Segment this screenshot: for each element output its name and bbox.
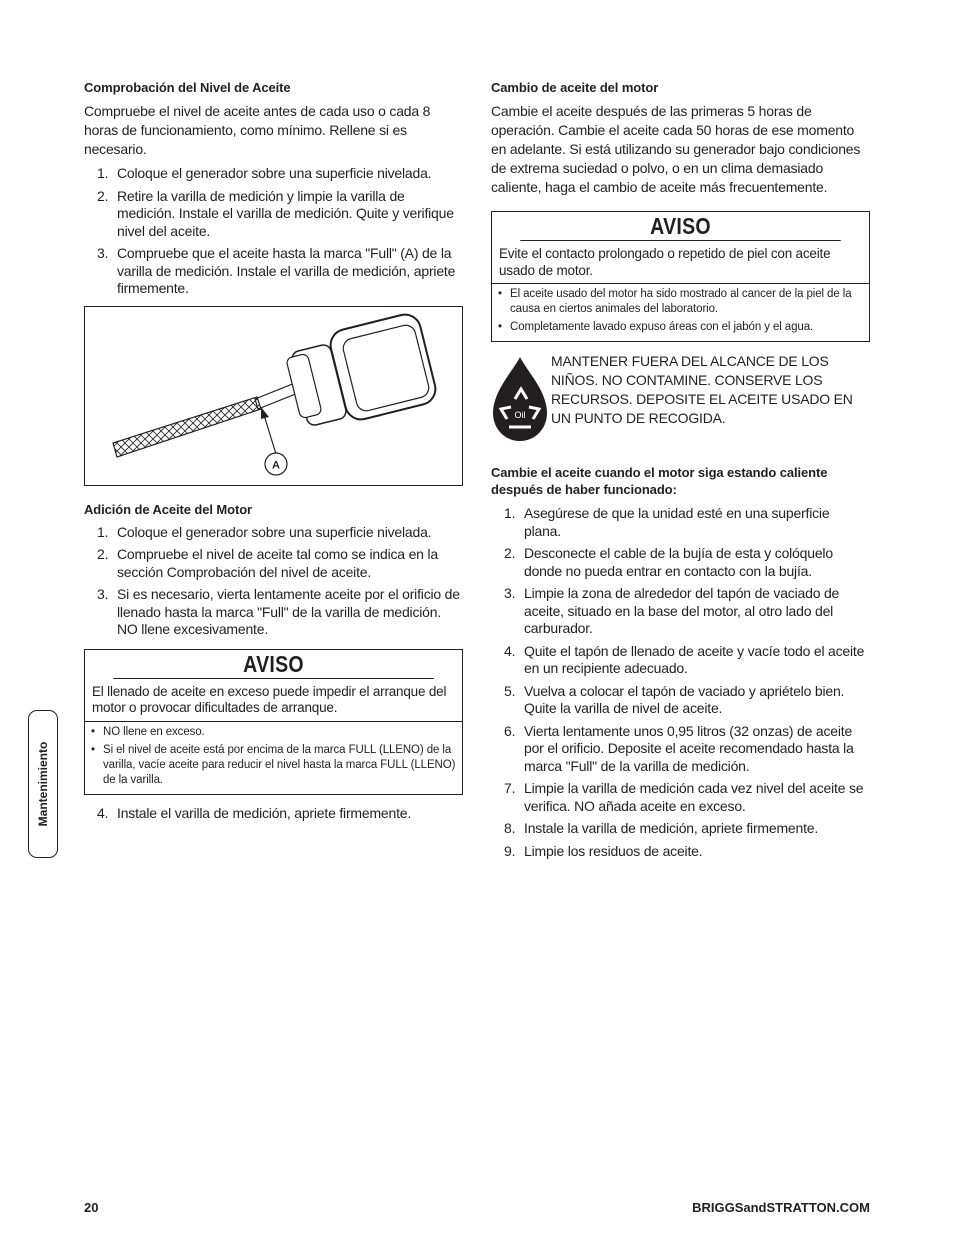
notice-box-overfill — [84, 649, 463, 795]
list-item: 5. Vuelva a colocar el tapón de vaciado y apriételo bien. Quite la varilla de nivel de aceite. — [504, 682, 845, 716]
list-item: 2. Desconecte el cable de la bujía de esta y colóquelo donde no pueda entrar en contacto con la bujía. — [504, 545, 833, 579]
check-steps — [84, 165, 463, 298]
dipstick-figure — [84, 306, 463, 486]
oil-icon-label: Oil — [514, 410, 526, 420]
list-item: 1. Coloque el generador sobre una superficie nivelada. — [97, 165, 432, 181]
add-heading: Adición de Aceite del Motor — [84, 501, 253, 517]
footer-website: BRIGGSandSTRATTON.COM — [692, 1200, 870, 1215]
notice-body: Evite el contacto prolongado o repetido de piel con aceite usado de motor. — [492, 241, 869, 284]
callout-a-label: A — [272, 459, 280, 471]
list-item: 7. Limpie la varilla de medición cada vez nivel del aceite se verifica. NO añada aceite en exceso. — [504, 780, 864, 814]
notice-bullets — [492, 284, 869, 341]
add-steps — [84, 524, 463, 639]
list-item: 4. Quite el tapón de llenado de aceite y vacíe todo el aceite en un recipiente adecuado. — [504, 642, 865, 676]
check-intro: Compruebe el nivel de aceite antes de cada uso o cada 8 horas de funcionamiento, como mínimo. Rellene si es necesario. — [84, 103, 431, 157]
hot-change-steps — [491, 505, 870, 860]
list-item: 3. Si es necesario, vierta lentamente aceite por el orificio de llenado hasta la marca "Full" de la varilla de medición. NO llene excesivamente. — [97, 586, 460, 637]
list-item: • Completamente lavado expuso áreas con el jabón y el agua. — [498, 321, 814, 333]
dipstick-illustration — [85, 307, 461, 485]
list-item: 9. Limpie los residuos de aceite. — [504, 842, 703, 859]
section-side-tab — [28, 710, 58, 858]
change-intro: Cambie el aceite después de las primeras 5 horas de operación. Cambie el aceite cada 50 horas de ese momento en adelante. Si está utilizando su generador bajo condiciones de extrema suciedad o polvo, o en un clima demasiado caliente, haga el cambio de aceite más frecuentemente. — [491, 103, 861, 195]
list-item: 4. Instale el varilla de medición, apriete firmemente. — [97, 804, 412, 821]
oil-drop-recycle-icon — [491, 355, 549, 443]
check-heading: Comprobación del Nivel de Aceite — [84, 80, 291, 95]
oil-warning-text: MANTENER FUERA DEL ALCANCE DE LOS NIÑOS. NO CONTAMINE. CONSERVE LOS RECURSOS. DEPOSITE EL ACEITE USADO EN UN PUNTO DE RECOGIDA. — [551, 353, 853, 426]
list-item: 6. Vierta lentamente unos 0,95 litros (32 onzas) de aceite por el orificio. Deposite el aceite recomendado hasta la marca "Full" de la varilla de medición. — [504, 722, 854, 774]
page-number: 20 — [84, 1200, 99, 1215]
list-item: 2. Retire la varilla de medición y limpie la varilla de medición. Instale el varilla de medición. Quite y verifique nivel del aceite. — [97, 187, 454, 239]
oil-recycle-warning — [491, 352, 870, 446]
right-column — [491, 80, 870, 865]
notice-body: El llenado de aceite en exceso puede impedir el arranque del motor o provocar dificultades de arranque. — [85, 679, 462, 722]
change-heading: Cambio de aceite del motor — [491, 80, 659, 95]
list-item: 1. Asegúrese de que la unidad esté en una superficie plana. — [504, 505, 830, 539]
left-column — [84, 80, 463, 827]
list-item: 1. Coloque el generador sobre una superficie nivelada. — [97, 523, 432, 540]
notice-bullets — [85, 722, 462, 794]
list-item: 2. Compruebe el nivel de aceite tal como se indica en la sección Comprobación del nivel de aceite. — [97, 546, 438, 580]
list-item: 3. Compruebe que el aceite hasta la marca "Full" (A) de la varilla de medición. Instale el varilla de medición, apriete firmemente. — [97, 245, 456, 296]
hot-change-heading: Cambie el aceite cuando el motor siga estando caliente después de haber funcionado: — [491, 465, 828, 497]
side-tab-label: Mantenimiento — [36, 741, 50, 827]
list-item: 8. Instale la varilla de medición, apriete firmemente. — [504, 820, 819, 836]
list-item: • NO llene en exceso. — [91, 725, 205, 738]
notice-title: AVISO — [113, 650, 433, 679]
notice-box-used-oil — [491, 211, 870, 342]
notice-title: AVISO — [520, 212, 840, 241]
list-item: 3. Limpie la zona de alrededor del tapón de vaciado de aceite, situado en la base del motor, al otro lado del carburador. — [504, 585, 840, 636]
list-item: • Si el nivel de aceite está por encima de la marca FULL (LLENO) de la varilla, vacíe aceite para reducir el nivel hasta la marca FULL (LLENO) de la varilla. — [91, 743, 456, 786]
list-item: • El aceite usado del motor ha sido mostrado al cancer de la piel de la causa en ciertos animales del laboratorio. — [498, 288, 852, 315]
add-steps-continued — [84, 805, 463, 823]
